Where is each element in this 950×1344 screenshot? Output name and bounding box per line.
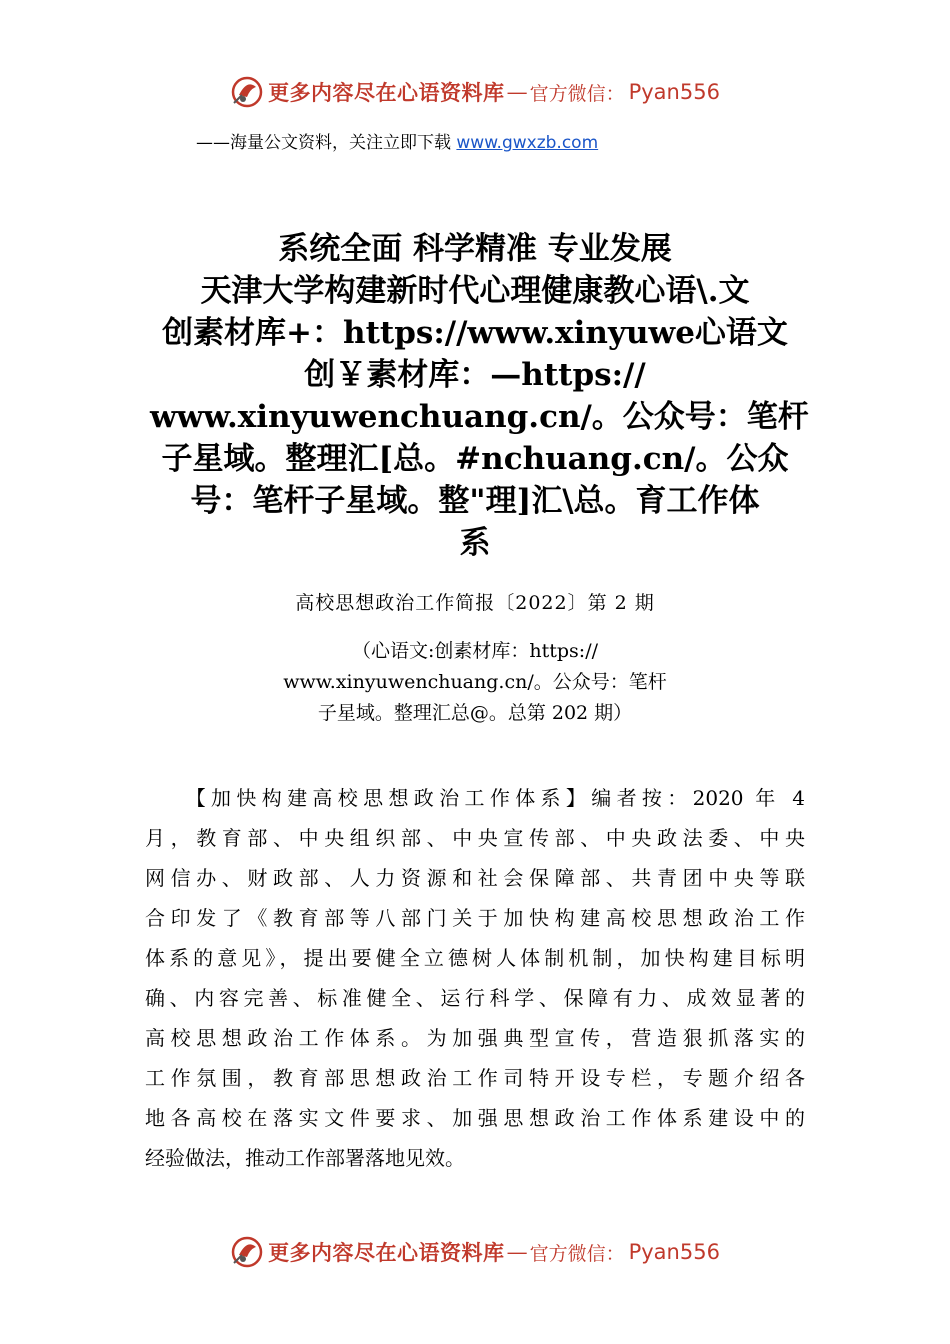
note-line: 子星域。整理汇总@。总第 202 期） — [317, 702, 633, 724]
title-line: 号：笔杆子星域。整"理]汇\总。育工作体 — [190, 483, 760, 519]
body-line: 【加快构建高校思想政治工作体系】编者按：2020 年 4 — [145, 786, 805, 810]
banner-wechat-id: Pyan556 — [628, 80, 720, 104]
banner-wechat-label: 官方微信： — [529, 1242, 625, 1265]
body-line: 地各高校在落实文件要求、加强思想政治工作体系建设中的 — [145, 1106, 805, 1130]
issue-note — [150, 636, 800, 729]
banner-wechat-label: 官方微信： — [529, 82, 625, 105]
issue-number: 高校思想政治工作简报〔2022〕第 2 期 — [295, 592, 655, 614]
title-line: 创素材库+：https://www.xinyuwe心语文 — [162, 315, 788, 351]
banner-wechat-id: Pyan556 — [628, 1240, 720, 1264]
subline-text: ——海量公文资料，关注立即下载 — [196, 133, 457, 153]
body-line: 合印发了《教育部等八部门关于加快构建高校思想政治工作 — [145, 906, 805, 930]
body-line: 月，教育部、中央组织部、中央宣传部、中央政法委、中央 — [145, 826, 805, 850]
body-line: 工作氛围，教育部思想政治工作司特开设专栏，专题介绍各 — [145, 1066, 805, 1090]
title-line: 子星域。整理汇[总。#nchuang.cn/。公众 — [161, 441, 789, 477]
brand-logo-icon — [230, 75, 264, 109]
body-line: 高校思想政治工作体系。为加强典型宣传，营造狠抓落实的 — [145, 1026, 805, 1050]
footer-banner — [0, 1232, 950, 1272]
banner-separator: — — [506, 80, 528, 104]
title-line: www.xinyuwenchuang.cn/。公众号：笔杆 — [150, 399, 809, 435]
header-banner — [0, 72, 950, 112]
download-link[interactable]: www.gwxzb.com — [456, 133, 599, 153]
note-line: www.xinyuwenchuang.cn/。公众号：笔杆 — [283, 671, 667, 693]
title-line: 天津大学构建新时代心理健康教心语\.文 — [200, 273, 750, 309]
body-line: 经验做法，推动工作部署落地见效。 — [145, 1146, 465, 1170]
title-line: 系 — [459, 525, 491, 561]
banner-brand-text: 更多内容尽在心语资料库 — [268, 1240, 505, 1265]
body-line: 确、内容完善、标准健全、运行科学、保障有力、成效显著的 — [145, 986, 805, 1010]
body-line: 体系的意见》，提出要健全立德树人体制机制，加快构建目标明 — [145, 946, 805, 970]
banner-separator: — — [506, 1240, 528, 1264]
body-line: 网信办、财政部、人力资源和社会保障部、共青团中央等联 — [145, 866, 805, 890]
title-line: 创￥素材库：—https:// — [304, 357, 646, 393]
note-line: （心语文:创素材库：https:// — [351, 640, 599, 662]
brand-logo-icon — [230, 1235, 264, 1269]
banner-brand-text: 更多内容尽在心语资料库 — [268, 80, 505, 105]
download-subline — [196, 128, 598, 153]
title-line: 系统全面 科学精准 专业发展 — [278, 231, 672, 267]
editor-note-paragraph — [145, 778, 805, 1178]
document-title — [150, 228, 809, 564]
